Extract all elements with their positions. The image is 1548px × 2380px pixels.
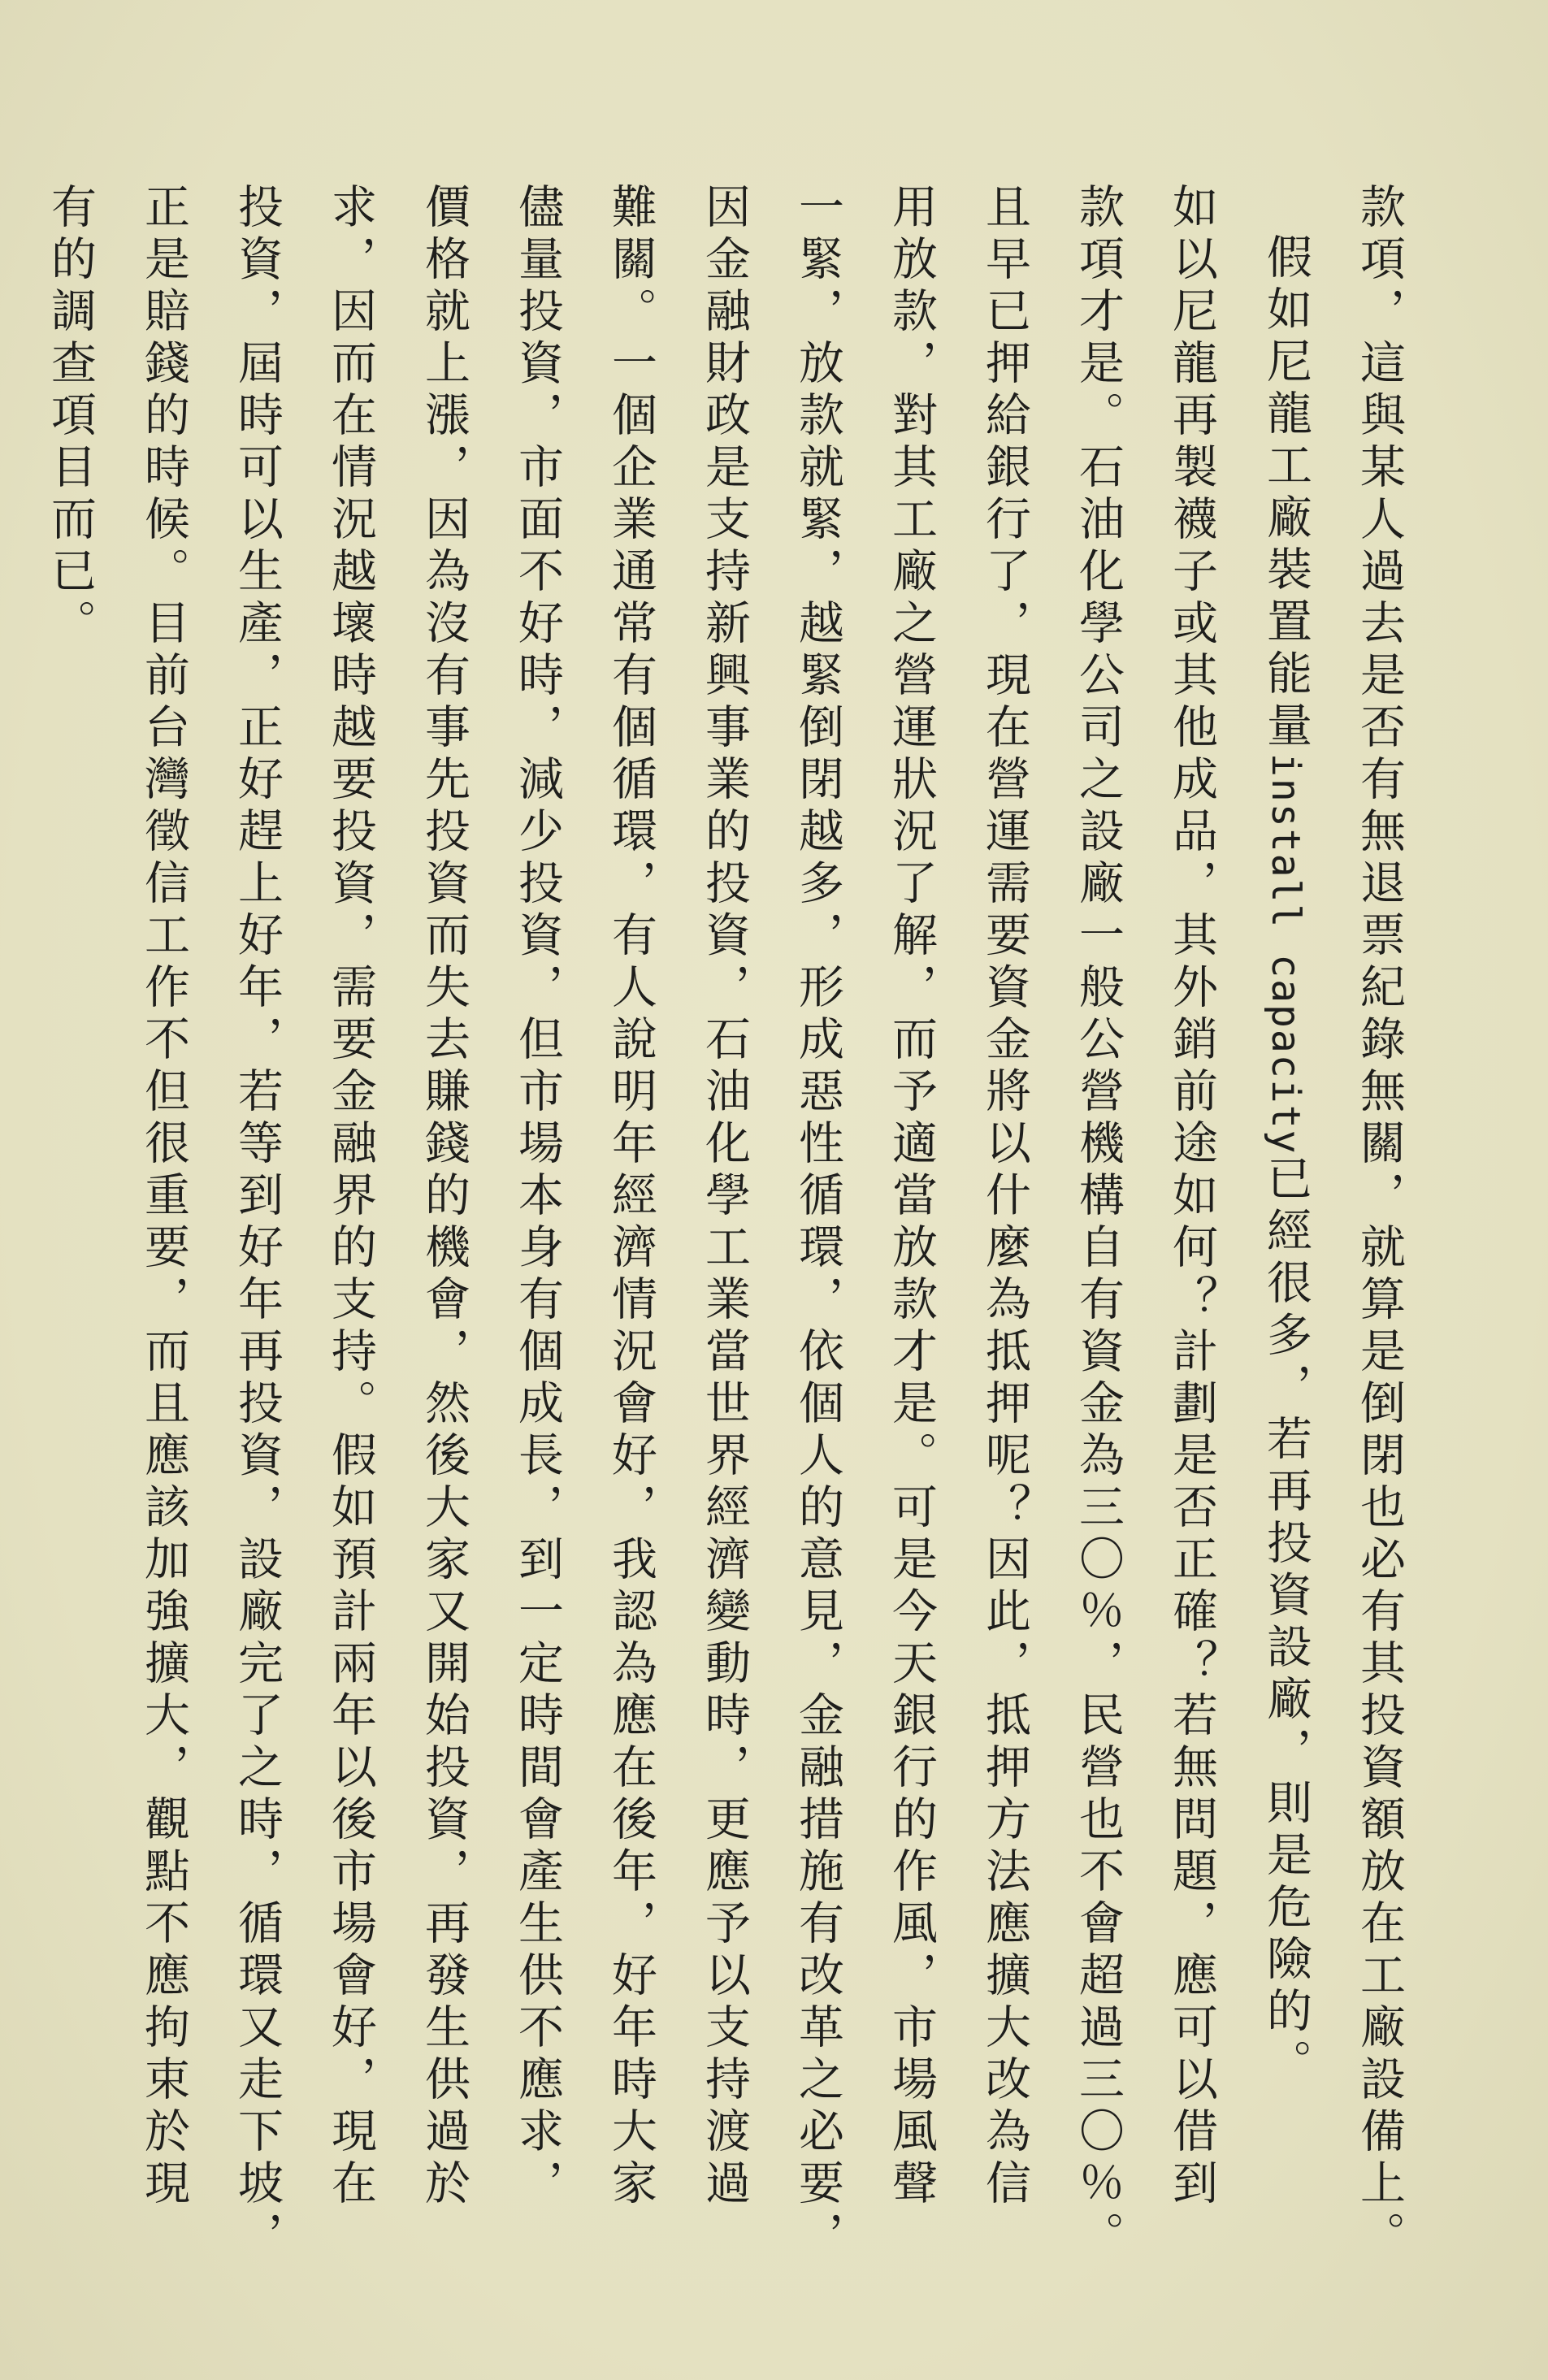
text-segment: 已經很多，若再投資設廠，則是危險的。: [1260, 1155, 1312, 2092]
text-segment: 假如尼龍工廠裝置能量: [1260, 233, 1312, 753]
text-column-paragraph-start: [1238, 183, 1333, 2263]
text-column: 有的調查項目而已。: [44, 183, 97, 651]
text-column: 款項，這與某人過去是否有無退票紀錄無關，就算是倒閉也必有其投資額放在工廠設備上。: [1353, 183, 1406, 2263]
text-column: 用放款，對其工廠之營運狀況了解，而予適當放款才是。可是今天銀行的作風，市場風聲: [885, 183, 938, 2211]
vertical-text-body: [24, 183, 1426, 2263]
text-column: 正是賠錢的時候。目前台灣徵信工作不但很重要，而且應該加強擴大，觀點不應拘束於現: [137, 183, 190, 2211]
text-column: 價格就上漲，因為沒有事先投資而失去賺錢的機會，然後大家又開始投資，再發生供過於: [418, 183, 470, 2211]
text-column: 一緊，放款就緊，越緊倒閉越多，形成惡性循環，依個人的意見，金融措施有改革之必要，: [791, 183, 844, 2263]
english-term: install capacity: [1263, 753, 1308, 1155]
text-column: 因金融財政是支持新興事業的投資，石油化學工業當世界經濟變動時，更應予以支持渡過: [698, 183, 751, 2211]
text-column: 難關。一個企業通常有個循環，有人說明年經濟情況會好，我認為應在後年，好年時大家: [605, 183, 657, 2211]
text-column: 求，因而在情況越壞時越要投資，需要金融界的支持。假如預計兩年以後市場會好，現在: [324, 183, 377, 2211]
text-column: 投資，屆時可以生產，正好趕上好年，若等到好年再投資，設廠完了之時，循環又走下坡，: [231, 183, 284, 2263]
text-column: 款項才是。石油化學公司之設廠一般公營機構自有資金為三〇％，民營也不會超過三〇％。: [1072, 183, 1125, 2263]
text-column: 且早已押給銀行了，現在營運需要資金將以什麼為抵押呢？因此，抵押方法應擴大改為信: [978, 183, 1031, 2211]
text-column: 儘量投資，市面不好時，減少投資，但市場本身有個成長，到一定時間會產生供不應求，: [511, 183, 564, 2211]
text-column: 如以尼龍再製襪子或其他成品，其外銷前途如何？計劃是否正確？若無問題，應可以借到: [1165, 183, 1218, 2211]
